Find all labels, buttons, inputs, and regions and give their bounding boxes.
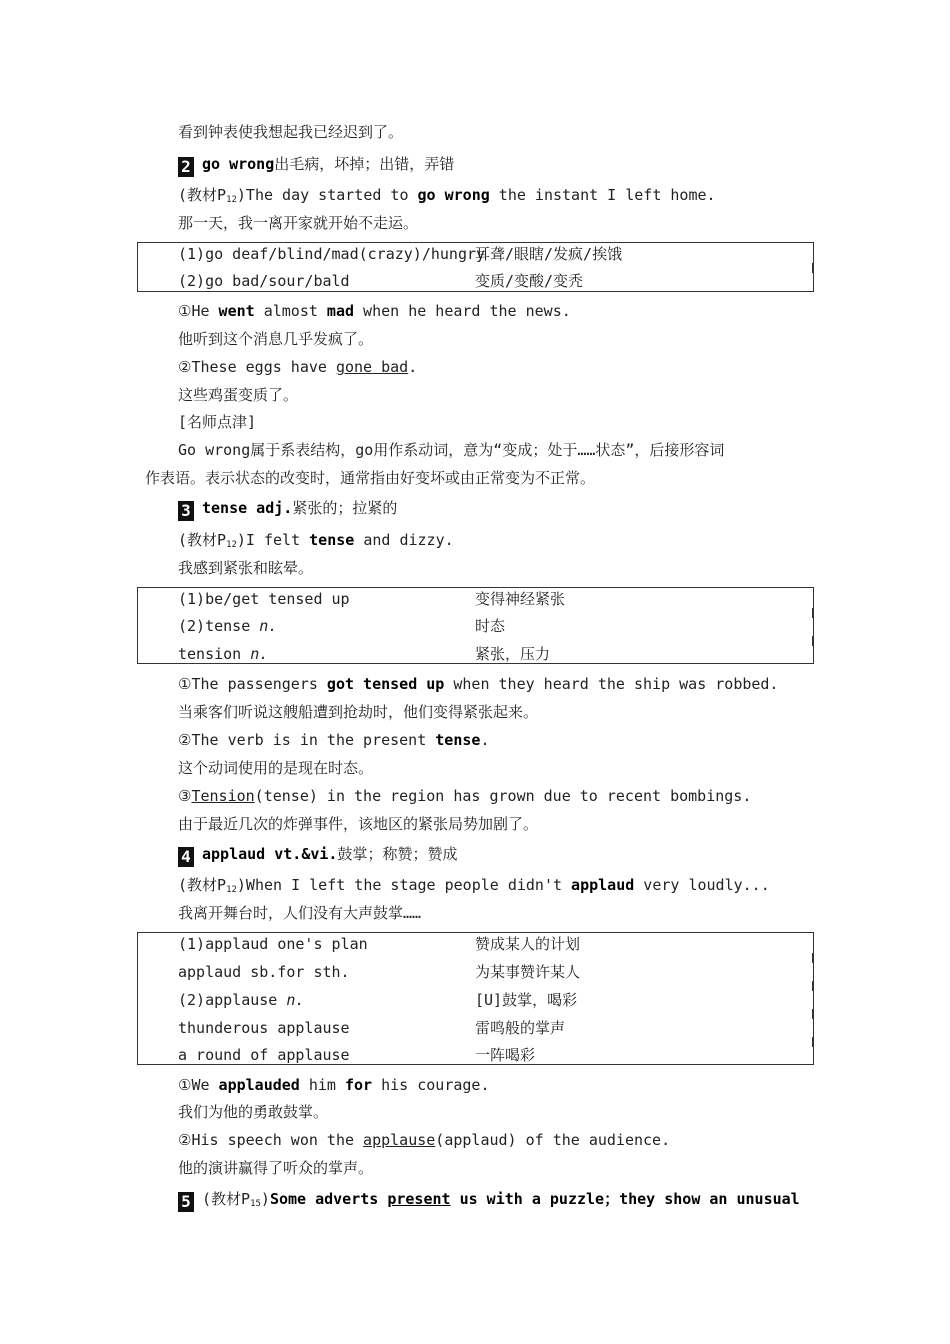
translation: 当乘客们听说这艘船遭到抢劫时，他们变得紧张起来。 <box>178 703 539 721</box>
example-sentence: ①He went almost mad when he heard the news. <box>178 302 571 320</box>
translation: 这些鸡蛋变质了。 <box>178 386 299 404</box>
headword: go wrong <box>202 155 275 173</box>
translation: 我感到紧张和眩晕。 <box>178 559 314 577</box>
tip-label: [名师点津] <box>178 413 257 431</box>
headword: tense adj. <box>202 499 293 517</box>
meaning: 出毛病，坏掉；出错，弄错 <box>274 155 455 173</box>
example-sentence: ③Tension(tense) in the region has grown due to recent bombings. <box>178 787 752 805</box>
section-number: 4 <box>178 847 194 867</box>
example-sentence: ①The passengers got tensed up when they heard the ship was robbed. <box>178 675 779 693</box>
section-2-heading <box>178 154 454 177</box>
table-row: thunderous applause 雷鸣般的掌声 <box>178 1019 566 1037</box>
table-row: (1)applaud one's plan 赞成某人的计划 <box>178 935 581 953</box>
example-sentence: ②His speech won the applause(applaud) of the audience. <box>178 1131 671 1149</box>
phrase-table <box>137 587 814 664</box>
translation: 由于最近几次的炸弹事件，该地区的紧张局势加剧了。 <box>178 815 539 833</box>
table-row: a round of applause 一阵喝彩 <box>178 1046 536 1064</box>
meaning: 鼓掌；称赞；赞成 <box>337 845 458 863</box>
text-line: 看到钟表使我想起我已经迟到了。 <box>178 123 404 141</box>
phrase-table <box>137 932 814 1065</box>
example-sentence: ②The verb is in the present tense. <box>178 731 490 749</box>
textbook-example: (教材$P_{12})When$ I left the stage people didn't applaud very loudly... <box>178 876 770 895</box>
section-number: 2 <box>178 157 194 177</box>
example-sentence: ①We applauded him for his courage. <box>178 1076 490 1094</box>
translation: 他听到这个消息几乎发疯了。 <box>178 330 374 348</box>
headword: applaud vt.&vi. <box>202 845 338 863</box>
translation: 他的演讲赢得了听众的掌声。 <box>178 1159 374 1177</box>
section-number: 3 <box>178 501 194 521</box>
table-row: (2)applause n. [U]鼓掌，喝彩 <box>178 991 578 1009</box>
section-3-heading <box>178 498 397 521</box>
section-5-heading: 5 (教材$P_{15})Some$ adverts present us with a puzzle；they show an unusual <box>178 1189 800 1214</box>
textbook-example: (教材$P_{12})The$ day started to go wrong the instant I left home. <box>178 186 716 205</box>
translation: 我离开舞台时，人们没有大声鼓掌…… <box>178 904 422 922</box>
table-row: (2)tense n. 时态 <box>178 617 506 635</box>
table-row: (2)go bad/sour/bald 变质/变酸/变秃 <box>178 272 584 290</box>
translation: 那一天，我一离开家就开始不走运。 <box>178 214 419 232</box>
translation: 我们为他的勇敢鼓掌。 <box>178 1103 329 1121</box>
meaning: 紧张的；拉紧的 <box>292 499 398 517</box>
tip-text: Go wrong属于系表结构，go用作系动词，意为“变成；处于……状态”，后接形容词 <box>178 441 725 459</box>
table-row: applaud sb.for sth. 为某事赞许某人 <box>178 963 581 981</box>
phrase-table <box>137 242 814 292</box>
example-sentence: ②These eggs have gone bad. <box>178 358 418 376</box>
textbook-example: (教材$P_{12})I$ felt tense and dizzy. <box>178 531 454 550</box>
table-row: (1)go deaf/blind/mad(crazy)/hungry 耳聋/眼瞎/发疯/挨饿 <box>178 245 623 263</box>
table-row: (1)be/get tensed up 变得神经紧张 <box>178 590 566 608</box>
section-number: 5 <box>178 1192 194 1212</box>
section-4-heading <box>178 844 457 867</box>
table-row: tension n. 紧张，压力 <box>178 645 551 663</box>
tip-text: 作表语。表示状态的改变时，通常指由好变坏或由正常变为不正常。 <box>145 469 596 487</box>
translation: 这个动词使用的是现在时态。 <box>178 759 374 777</box>
